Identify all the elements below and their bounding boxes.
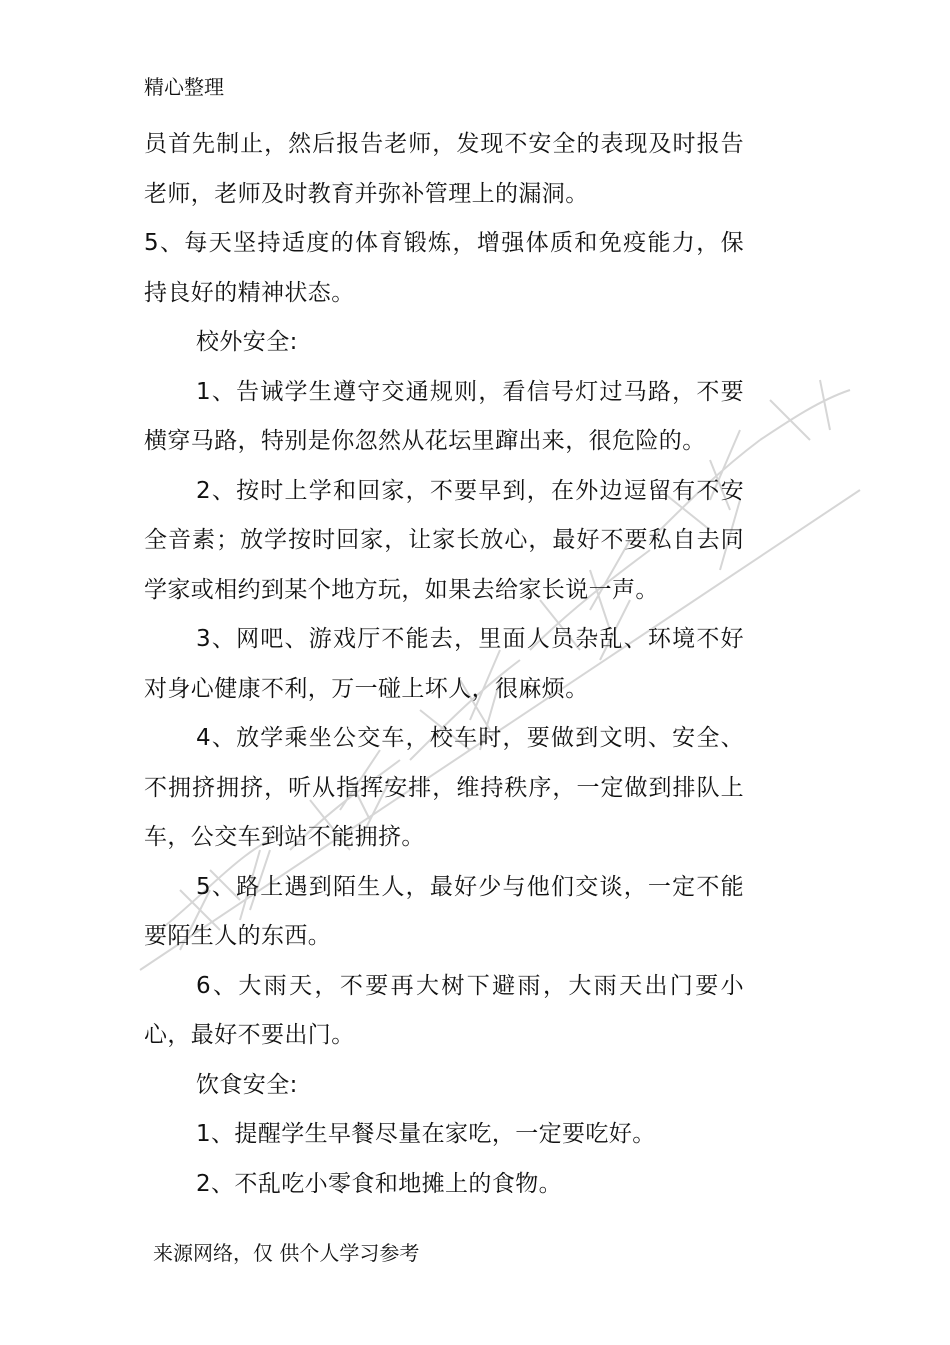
paragraph-item-5-exercise: 5、每天坚持适度的体育锻炼，增强体质和免疫能力，保持良好的精神状态。: [144, 230, 744, 306]
section-heading-off-campus-safety: 校外安全:: [196, 329, 298, 355]
page-header: 精心整理: [144, 75, 224, 99]
paragraph-item-1-breakfast: 1、提醒学生早餐尽量在家吃，一定要吃好。: [196, 1121, 656, 1147]
paragraph-item-6-rain: 6、大雨天，不要再大树下避雨，大雨天出门要小心，最好不要出门。: [144, 972, 744, 1048]
paragraph-item-3-internet-cafe: 3、网吧、游戏厅不能去，里面人员杂乱、环境不好对身心健康不利，万一碰上坏人，很麻烦。: [144, 626, 744, 702]
paragraph-continuation: 员首先制止，然后报告老师，发现不安全的表现及时报告老师，老师及时教育并弥补管理上的漏洞。: [144, 131, 744, 207]
paragraph-item-2-schedule: 2、按时上学和回家，不要早到，在外边逗留有不安全音素；放学按时回家，让家长放心，最好不要私自去同学家或相约到某个地方玩，如果去给家长说一声。: [144, 477, 744, 603]
paragraph-item-2-snacks: 2、不乱吃小零食和地摊上的食物。: [196, 1170, 563, 1197]
page-footer: 来源网络，仅 供个人学习参考: [153, 1241, 420, 1265]
paragraph-item-5-strangers: 5、路上遇到陌生人，最好少与他们交谈，一定不能要陌生人的东西。: [144, 873, 744, 949]
paragraph-item-4-bus: 4、放学乘坐公交车，校车时，要做到文明、安全、不拥挤拥挤，听从指挥安排，维持秩序，一定做到排队上车，公交车到站不能拥挤。: [144, 725, 744, 850]
paragraph-item-1-traffic: 1、告诫学生遵守交通规则，看信号灯过马路，不要横穿马路，特别是你忽然从花坛里蹿出来，很危险的。: [144, 378, 744, 454]
section-heading-food-safety: 饮食安全:: [196, 1071, 298, 1098]
document-body: [144, 120, 744, 1209]
